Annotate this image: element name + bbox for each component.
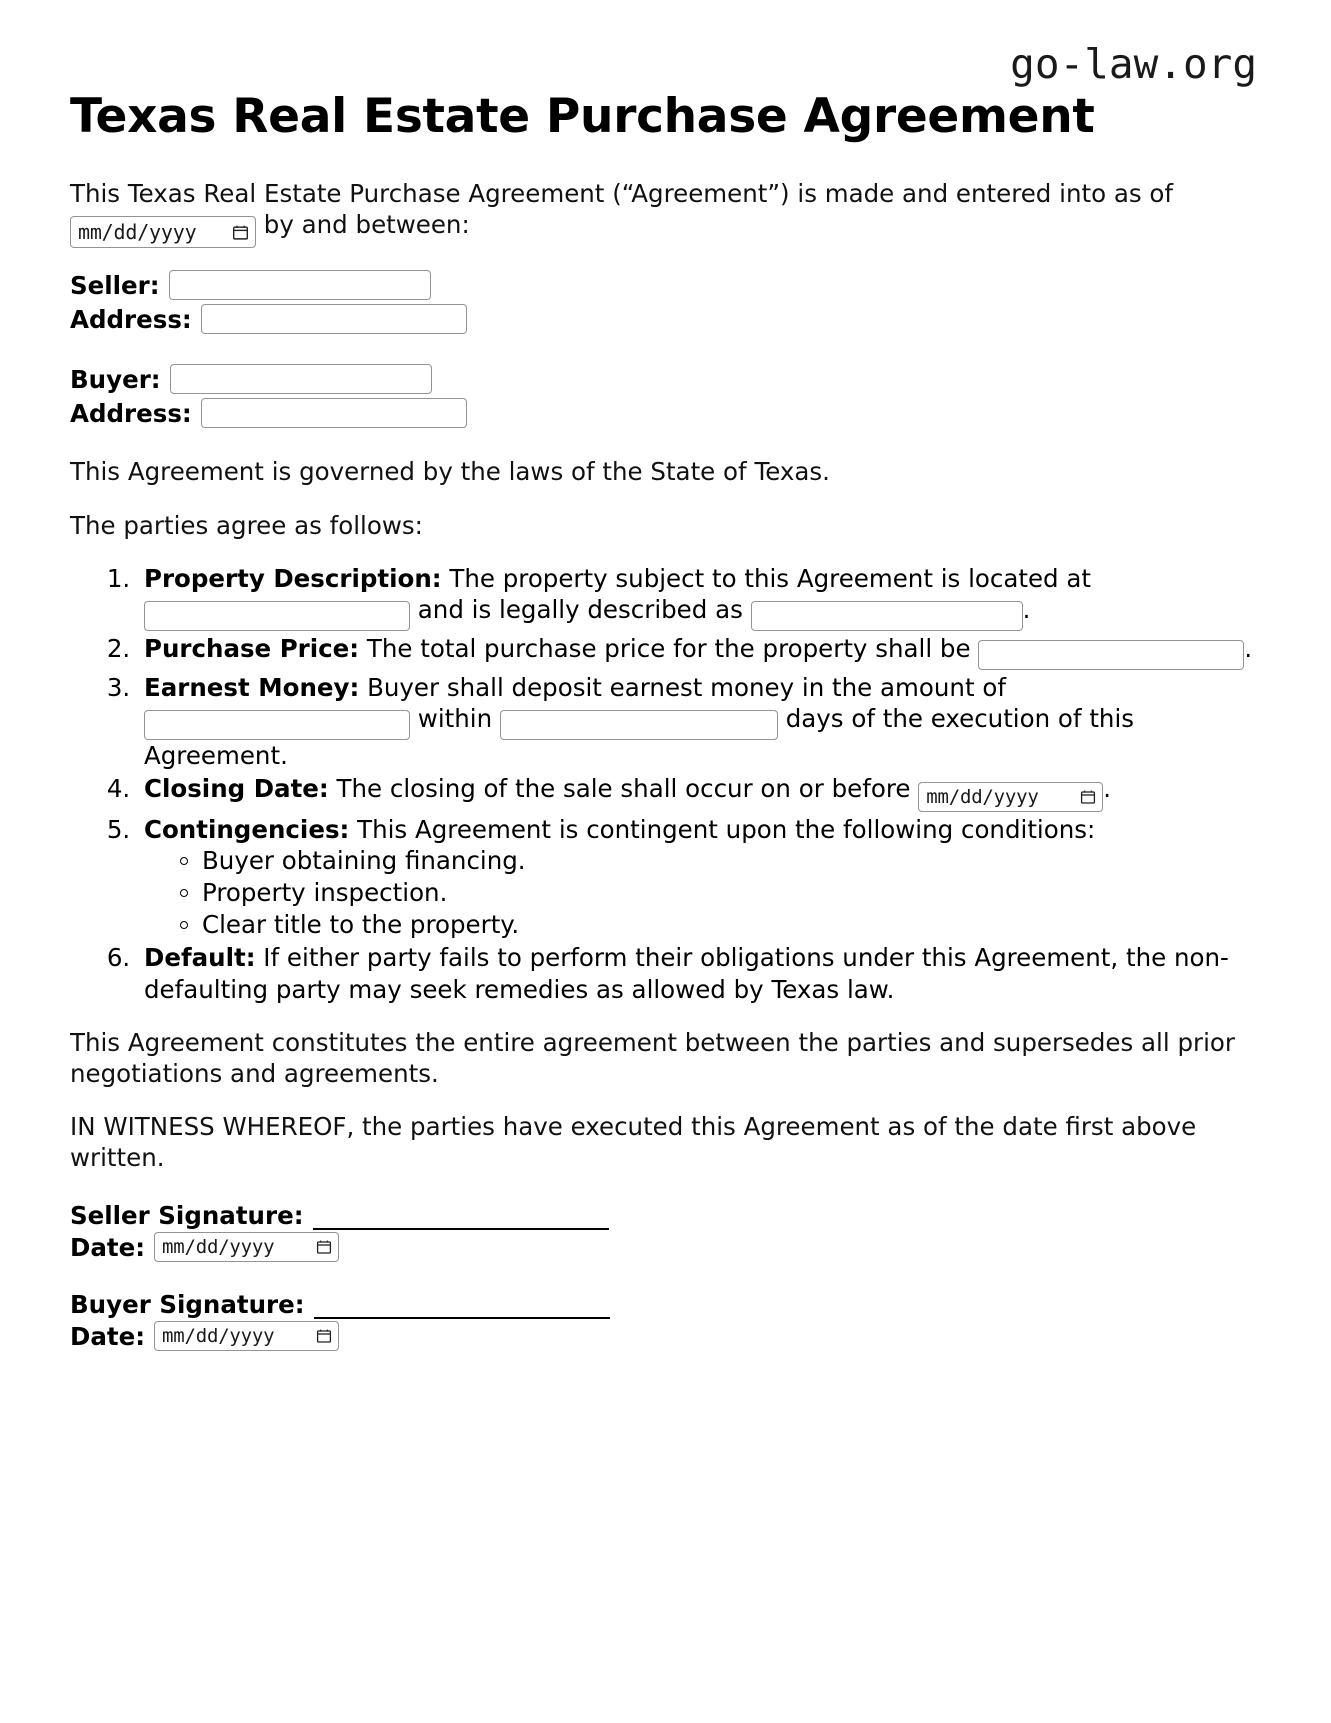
buyer-signature-row xyxy=(70,1290,1259,1319)
buyer-name-input[interactable] xyxy=(170,364,432,394)
seller-date-input[interactable] xyxy=(154,1232,339,1262)
term-purchase-price xyxy=(138,633,1259,670)
term-property-description xyxy=(138,563,1259,631)
list-item: Clear title to the property. xyxy=(202,909,1259,940)
agree-intro-paragraph: The parties agree as follows: xyxy=(70,510,423,540)
closing-date-input[interactable] xyxy=(918,782,1103,812)
legal-description-input[interactable] xyxy=(751,601,1023,631)
term-5-label: Contingencies: xyxy=(144,815,350,845)
buyer-date-row xyxy=(70,1321,1259,1351)
buyer-address-input[interactable] xyxy=(201,398,467,428)
seller-signature-block xyxy=(70,1201,1259,1262)
term-4-text-b: . xyxy=(1103,773,1112,803)
seller-party-block xyxy=(70,270,1259,334)
intro-text-before-date: This Texas Real Estate Purchase Agreement (“Agreement”) is made and entered into as of xyxy=(70,178,1174,208)
term-4-label: Closing Date: xyxy=(144,773,329,803)
term-contingencies xyxy=(138,814,1259,940)
seller-date-row xyxy=(70,1232,1259,1262)
buyer-signature-line[interactable] xyxy=(314,1297,610,1319)
term-3-label: Earnest Money: xyxy=(144,672,360,702)
party-spacer xyxy=(70,342,1259,364)
buyer-address-row xyxy=(70,398,1259,428)
calendar-icon xyxy=(232,224,249,241)
seller-address-input[interactable] xyxy=(201,304,467,334)
buyer-date-input[interactable] xyxy=(154,1321,339,1351)
term-3-text-c: days of the execution of this Agreement. xyxy=(144,703,1135,770)
seller-address-label: Address: xyxy=(70,304,192,334)
buyer-address-label: Address: xyxy=(70,398,192,428)
calendar-icon xyxy=(316,1328,332,1344)
earnest-money-amount-input[interactable] xyxy=(144,710,410,740)
property-location-input[interactable] xyxy=(144,601,410,631)
purchase-price-input[interactable] xyxy=(978,640,1244,670)
agreement-date-input[interactable] xyxy=(70,216,256,248)
seller-label: Seller: xyxy=(70,270,160,300)
seller-date-placeholder: mm/dd/yyyy xyxy=(162,1236,275,1259)
list-item: Buyer obtaining financing. xyxy=(202,845,1259,876)
term-1-text-b: and is legally described as xyxy=(417,594,743,624)
term-1-text-c: . xyxy=(1022,594,1031,624)
term-6-text-a: If either party fails to perform their obligations under this Agreement, the non-defaulting party may seek remedies as allowed by Texas law. xyxy=(144,943,1229,1004)
buyer-party-block xyxy=(70,364,1259,428)
term-earnest-money xyxy=(138,672,1259,771)
agreement-date-placeholder: mm/dd/yyyy xyxy=(78,219,197,244)
term-2-text-b: . xyxy=(1244,633,1253,663)
buyer-row xyxy=(70,364,1259,394)
contingencies-list xyxy=(144,845,1259,940)
entire-agreement-paragraph: This Agreement constitutes the entire agreement between the parties and supersedes all prior negotiations and agreements. xyxy=(70,1027,1235,1088)
seller-row xyxy=(70,270,1259,300)
site-watermark: go-law.org xyxy=(1010,40,1257,88)
earnest-money-days-input[interactable] xyxy=(500,710,778,740)
intro-paragraph xyxy=(70,178,1259,249)
seller-date-label: Date: xyxy=(70,1232,145,1262)
terms-list xyxy=(70,563,1259,1005)
list-item: Property inspection. xyxy=(202,877,1259,908)
term-4-text-a: The closing of the sale shall occur on or before xyxy=(336,773,911,803)
closing-date-placeholder: mm/dd/yyyy xyxy=(926,785,1039,808)
seller-name-input[interactable] xyxy=(169,270,431,300)
term-1-label: Property Description: xyxy=(144,563,442,593)
seller-signature-label: Seller Signature: xyxy=(70,1201,304,1231)
page-title: Texas Real Estate Purchase Agreement xyxy=(70,89,1095,144)
buyer-date-label: Date: xyxy=(70,1321,145,1351)
term-1-text-a: The property subject to this Agreement is located at xyxy=(449,563,1091,593)
seller-address-row xyxy=(70,304,1259,334)
term-2-label: Purchase Price: xyxy=(144,633,360,663)
term-3-text-a: Buyer shall deposit earnest money in the amount of xyxy=(367,672,1006,702)
intro-text-after-date: by and between: xyxy=(263,209,470,239)
calendar-icon xyxy=(316,1239,332,1255)
buyer-label: Buyer: xyxy=(70,364,161,394)
buyer-signature-label: Buyer Signature: xyxy=(70,1290,305,1320)
seller-signature-row xyxy=(70,1201,1259,1230)
calendar-icon xyxy=(1080,789,1096,805)
seller-signature-line[interactable] xyxy=(313,1208,609,1230)
term-6-label: Default: xyxy=(144,943,256,973)
buyer-signature-block xyxy=(70,1290,1259,1351)
buyer-date-placeholder: mm/dd/yyyy xyxy=(162,1325,275,1348)
term-default xyxy=(138,942,1259,1004)
term-closing-date xyxy=(138,773,1259,812)
term-3-text-b: within xyxy=(417,703,493,733)
section-spacer xyxy=(70,436,1259,456)
term-5-text-a: This Agreement is contingent upon the following conditions: xyxy=(357,815,1096,845)
signature-spacer xyxy=(70,1264,1259,1290)
witness-paragraph: IN WITNESS WHEREOF, the parties have executed this Agreement as of the date first above written. xyxy=(70,1111,1197,1173)
term-2-text-a: The total purchase price for the property shall be xyxy=(366,633,971,663)
governing-law-paragraph: This Agreement is governed by the laws of the State of Texas. xyxy=(70,457,830,487)
